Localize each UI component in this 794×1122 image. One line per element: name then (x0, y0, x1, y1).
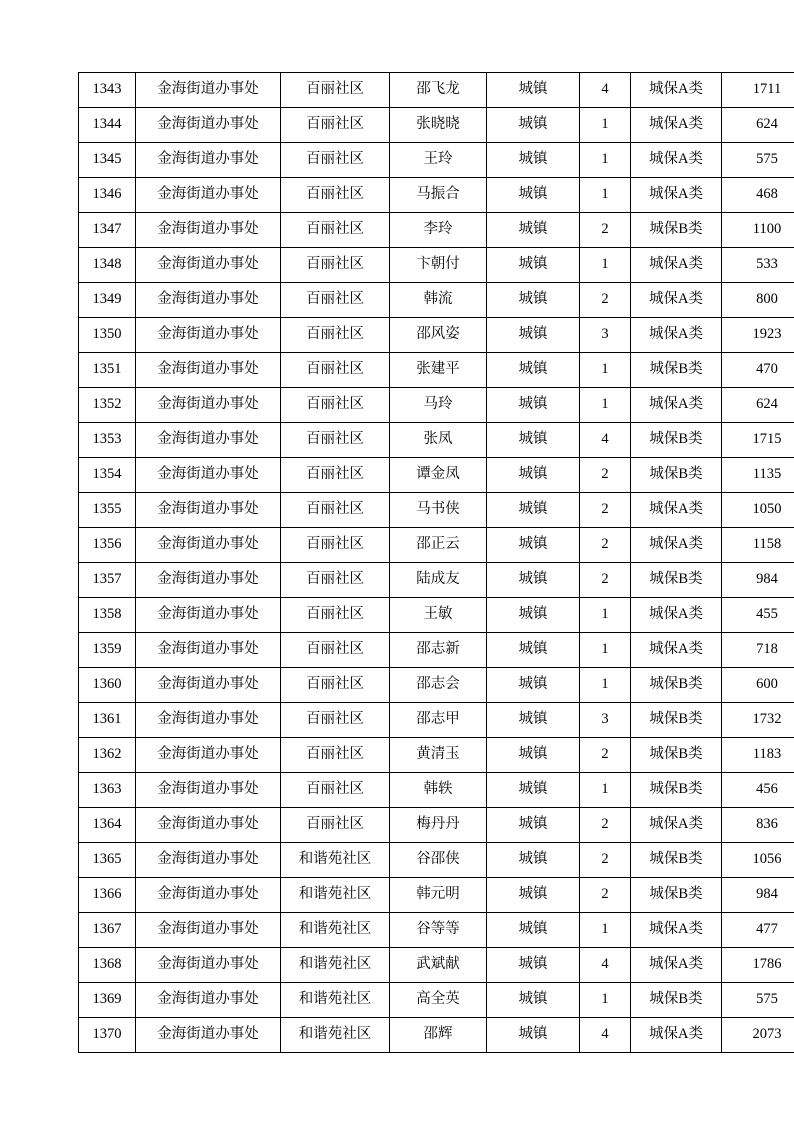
cell-amount: 1183 (722, 738, 794, 773)
cell-amount: 624 (722, 108, 794, 143)
cell-amount: 468 (722, 178, 794, 213)
cell-community: 百丽社区 (281, 493, 390, 528)
cell-count: 3 (580, 703, 631, 738)
cell-category: 城保A类 (631, 493, 722, 528)
cell-category: 城保B类 (631, 353, 722, 388)
cell-type: 城镇 (487, 668, 580, 703)
cell-name: 韩流 (390, 283, 487, 318)
cell-type: 城镇 (487, 73, 580, 108)
cell-type: 城镇 (487, 1018, 580, 1053)
table-row (79, 493, 794, 528)
cell-name: 韩元明 (390, 878, 487, 913)
cell-id: 1357 (79, 563, 136, 598)
cell-name: 谷等等 (390, 913, 487, 948)
cell-name: 邵志新 (390, 633, 487, 668)
cell-id: 1360 (79, 668, 136, 703)
cell-count: 1 (580, 668, 631, 703)
cell-category: 城保B类 (631, 213, 722, 248)
cell-amount: 477 (722, 913, 794, 948)
cell-category: 城保A类 (631, 1018, 722, 1053)
table-row (79, 598, 794, 633)
cell-type: 城镇 (487, 528, 580, 563)
cell-type: 城镇 (487, 598, 580, 633)
table-row (79, 738, 794, 773)
table-row (79, 563, 794, 598)
cell-id: 1353 (79, 423, 136, 458)
cell-name: 邵辉 (390, 1018, 487, 1053)
table-row (79, 983, 794, 1018)
cell-community: 百丽社区 (281, 213, 390, 248)
cell-amount: 1711 (722, 73, 794, 108)
cell-community: 百丽社区 (281, 738, 390, 773)
cell-name: 高全英 (390, 983, 487, 1018)
cell-amount: 836 (722, 808, 794, 843)
cell-category: 城保A类 (631, 528, 722, 563)
subsidy-recipients-table (78, 72, 794, 1053)
cell-id: 1343 (79, 73, 136, 108)
table-row (79, 143, 794, 178)
cell-id: 1344 (79, 108, 136, 143)
cell-category: 城保A类 (631, 948, 722, 983)
cell-office: 金海街道办事处 (136, 878, 281, 913)
cell-office: 金海街道办事处 (136, 1018, 281, 1053)
cell-community: 百丽社区 (281, 633, 390, 668)
cell-id: 1345 (79, 143, 136, 178)
cell-category: 城保A类 (631, 248, 722, 283)
cell-type: 城镇 (487, 948, 580, 983)
table-row (79, 458, 794, 493)
table-row (79, 178, 794, 213)
cell-name: 卞朝付 (390, 248, 487, 283)
table-row (79, 528, 794, 563)
cell-id: 1358 (79, 598, 136, 633)
cell-count: 2 (580, 808, 631, 843)
cell-community: 和谐苑社区 (281, 913, 390, 948)
cell-count: 2 (580, 878, 631, 913)
cell-count: 1 (580, 633, 631, 668)
cell-amount: 1100 (722, 213, 794, 248)
cell-amount: 1050 (722, 493, 794, 528)
table-row (79, 423, 794, 458)
cell-community: 和谐苑社区 (281, 948, 390, 983)
cell-id: 1367 (79, 913, 136, 948)
table-row (79, 318, 794, 353)
table-row (79, 1018, 794, 1053)
table-row (79, 703, 794, 738)
table-body (79, 73, 794, 1053)
cell-count: 1 (580, 388, 631, 423)
cell-name: 武斌献 (390, 948, 487, 983)
cell-type: 城镇 (487, 213, 580, 248)
table-row (79, 878, 794, 913)
cell-category: 城保B类 (631, 983, 722, 1018)
cell-id: 1362 (79, 738, 136, 773)
cell-community: 和谐苑社区 (281, 1018, 390, 1053)
cell-id: 1359 (79, 633, 136, 668)
cell-amount: 1715 (722, 423, 794, 458)
cell-type: 城镇 (487, 563, 580, 598)
cell-community: 和谐苑社区 (281, 878, 390, 913)
cell-id: 1361 (79, 703, 136, 738)
table-row (79, 283, 794, 318)
table-row (79, 213, 794, 248)
cell-office: 金海街道办事处 (136, 73, 281, 108)
cell-type: 城镇 (487, 983, 580, 1018)
cell-community: 百丽社区 (281, 668, 390, 703)
cell-office: 金海街道办事处 (136, 423, 281, 458)
cell-community: 百丽社区 (281, 388, 390, 423)
cell-category: 城保B类 (631, 703, 722, 738)
cell-office: 金海街道办事处 (136, 213, 281, 248)
cell-type: 城镇 (487, 738, 580, 773)
cell-id: 1347 (79, 213, 136, 248)
cell-count: 4 (580, 423, 631, 458)
cell-community: 百丽社区 (281, 283, 390, 318)
cell-amount: 984 (722, 878, 794, 913)
cell-category: 城保A类 (631, 913, 722, 948)
cell-name: 张晓晓 (390, 108, 487, 143)
cell-type: 城镇 (487, 773, 580, 808)
cell-type: 城镇 (487, 178, 580, 213)
table-row (79, 773, 794, 808)
cell-count: 2 (580, 213, 631, 248)
cell-name: 黄清玉 (390, 738, 487, 773)
table-row (79, 248, 794, 283)
cell-type: 城镇 (487, 353, 580, 388)
cell-office: 金海街道办事处 (136, 108, 281, 143)
cell-amount: 1732 (722, 703, 794, 738)
cell-id: 1368 (79, 948, 136, 983)
cell-office: 金海街道办事处 (136, 983, 281, 1018)
cell-amount: 1135 (722, 458, 794, 493)
cell-amount: 800 (722, 283, 794, 318)
cell-office: 金海街道办事处 (136, 283, 281, 318)
cell-amount: 1056 (722, 843, 794, 878)
cell-amount: 624 (722, 388, 794, 423)
cell-office: 金海街道办事处 (136, 528, 281, 563)
cell-count: 4 (580, 1018, 631, 1053)
cell-amount: 1923 (722, 318, 794, 353)
cell-office: 金海街道办事处 (136, 458, 281, 493)
cell-type: 城镇 (487, 703, 580, 738)
cell-category: 城保B类 (631, 563, 722, 598)
cell-office: 金海街道办事处 (136, 598, 281, 633)
cell-count: 1 (580, 178, 631, 213)
cell-office: 金海街道办事处 (136, 563, 281, 598)
cell-count: 2 (580, 493, 631, 528)
cell-category: 城保A类 (631, 178, 722, 213)
cell-community: 百丽社区 (281, 73, 390, 108)
cell-community: 百丽社区 (281, 143, 390, 178)
cell-office: 金海街道办事处 (136, 738, 281, 773)
cell-name: 李玲 (390, 213, 487, 248)
cell-name: 邵志甲 (390, 703, 487, 738)
cell-name: 邵志会 (390, 668, 487, 703)
cell-office: 金海街道办事处 (136, 353, 281, 388)
cell-count: 4 (580, 73, 631, 108)
cell-office: 金海街道办事处 (136, 843, 281, 878)
cell-amount: 1158 (722, 528, 794, 563)
cell-name: 张建平 (390, 353, 487, 388)
cell-name: 邵风姿 (390, 318, 487, 353)
cell-category: 城保B类 (631, 738, 722, 773)
cell-community: 百丽社区 (281, 808, 390, 843)
cell-id: 1350 (79, 318, 136, 353)
cell-count: 3 (580, 318, 631, 353)
cell-count: 1 (580, 353, 631, 388)
cell-name: 马振合 (390, 178, 487, 213)
cell-count: 2 (580, 563, 631, 598)
cell-amount: 984 (722, 563, 794, 598)
cell-type: 城镇 (487, 143, 580, 178)
cell-type: 城镇 (487, 493, 580, 528)
cell-type: 城镇 (487, 248, 580, 283)
table-row (79, 353, 794, 388)
cell-id: 1346 (79, 178, 136, 213)
cell-amount: 1786 (722, 948, 794, 983)
cell-name: 梅丹丹 (390, 808, 487, 843)
cell-office: 金海街道办事处 (136, 388, 281, 423)
cell-name: 王玲 (390, 143, 487, 178)
cell-category: 城保A类 (631, 598, 722, 633)
cell-community: 百丽社区 (281, 458, 390, 493)
cell-count: 1 (580, 108, 631, 143)
cell-type: 城镇 (487, 283, 580, 318)
cell-community: 百丽社区 (281, 563, 390, 598)
cell-community: 百丽社区 (281, 318, 390, 353)
cell-category: 城保A类 (631, 283, 722, 318)
cell-category: 城保A类 (631, 318, 722, 353)
cell-count: 1 (580, 598, 631, 633)
cell-category: 城保B类 (631, 773, 722, 808)
cell-office: 金海街道办事处 (136, 913, 281, 948)
cell-id: 1370 (79, 1018, 136, 1053)
cell-office: 金海街道办事处 (136, 633, 281, 668)
cell-id: 1351 (79, 353, 136, 388)
cell-name: 韩轶 (390, 773, 487, 808)
cell-id: 1354 (79, 458, 136, 493)
cell-count: 2 (580, 738, 631, 773)
table-row (79, 808, 794, 843)
cell-office: 金海街道办事处 (136, 178, 281, 213)
cell-type: 城镇 (487, 388, 580, 423)
cell-community: 百丽社区 (281, 248, 390, 283)
cell-id: 1356 (79, 528, 136, 563)
cell-type: 城镇 (487, 633, 580, 668)
cell-id: 1366 (79, 878, 136, 913)
cell-amount: 2073 (722, 1018, 794, 1053)
table-row (79, 633, 794, 668)
cell-id: 1352 (79, 388, 136, 423)
cell-type: 城镇 (487, 878, 580, 913)
cell-category: 城保B类 (631, 878, 722, 913)
cell-name: 陆成友 (390, 563, 487, 598)
cell-count: 2 (580, 843, 631, 878)
cell-amount: 575 (722, 143, 794, 178)
cell-office: 金海街道办事处 (136, 668, 281, 703)
cell-type: 城镇 (487, 913, 580, 948)
cell-name: 王敏 (390, 598, 487, 633)
cell-name: 谭金凤 (390, 458, 487, 493)
cell-amount: 456 (722, 773, 794, 808)
cell-id: 1348 (79, 248, 136, 283)
cell-office: 金海街道办事处 (136, 248, 281, 283)
cell-name: 谷邵侠 (390, 843, 487, 878)
cell-community: 百丽社区 (281, 703, 390, 738)
cell-category: 城保A类 (631, 73, 722, 108)
cell-office: 金海街道办事处 (136, 493, 281, 528)
cell-amount: 470 (722, 353, 794, 388)
cell-id: 1355 (79, 493, 136, 528)
table-row (79, 948, 794, 983)
cell-type: 城镇 (487, 423, 580, 458)
cell-category: 城保A类 (631, 388, 722, 423)
cell-name: 邵正云 (390, 528, 487, 563)
cell-community: 百丽社区 (281, 528, 390, 563)
cell-category: 城保A类 (631, 808, 722, 843)
table-row (79, 73, 794, 108)
cell-id: 1363 (79, 773, 136, 808)
cell-office: 金海街道办事处 (136, 808, 281, 843)
cell-office: 金海街道办事处 (136, 143, 281, 178)
table-row (79, 388, 794, 423)
cell-community: 百丽社区 (281, 423, 390, 458)
cell-category: 城保B类 (631, 423, 722, 458)
cell-community: 和谐苑社区 (281, 983, 390, 1018)
cell-type: 城镇 (487, 808, 580, 843)
cell-name: 张凤 (390, 423, 487, 458)
cell-amount: 455 (722, 598, 794, 633)
cell-type: 城镇 (487, 458, 580, 493)
cell-count: 1 (580, 913, 631, 948)
cell-id: 1369 (79, 983, 136, 1018)
cell-name: 马书侠 (390, 493, 487, 528)
cell-count: 1 (580, 773, 631, 808)
cell-count: 1 (580, 983, 631, 1018)
cell-count: 4 (580, 948, 631, 983)
cell-office: 金海街道办事处 (136, 948, 281, 983)
table-row (79, 108, 794, 143)
cell-type: 城镇 (487, 843, 580, 878)
cell-community: 百丽社区 (281, 598, 390, 633)
cell-office: 金海街道办事处 (136, 773, 281, 808)
cell-category: 城保B类 (631, 458, 722, 493)
cell-category: 城保B类 (631, 668, 722, 703)
cell-community: 和谐苑社区 (281, 843, 390, 878)
cell-community: 百丽社区 (281, 773, 390, 808)
cell-amount: 575 (722, 983, 794, 1018)
cell-office: 金海街道办事处 (136, 318, 281, 353)
cell-category: 城保A类 (631, 143, 722, 178)
cell-category: 城保A类 (631, 108, 722, 143)
cell-id: 1349 (79, 283, 136, 318)
cell-amount: 718 (722, 633, 794, 668)
cell-amount: 533 (722, 248, 794, 283)
cell-community: 百丽社区 (281, 178, 390, 213)
cell-category: 城保A类 (631, 633, 722, 668)
cell-type: 城镇 (487, 318, 580, 353)
cell-office: 金海街道办事处 (136, 703, 281, 738)
cell-count: 1 (580, 248, 631, 283)
cell-name: 邵飞龙 (390, 73, 487, 108)
cell-id: 1365 (79, 843, 136, 878)
cell-community: 百丽社区 (281, 108, 390, 143)
table-row (79, 668, 794, 703)
cell-category: 城保B类 (631, 843, 722, 878)
cell-count: 2 (580, 283, 631, 318)
cell-amount: 600 (722, 668, 794, 703)
cell-name: 马玲 (390, 388, 487, 423)
cell-id: 1364 (79, 808, 136, 843)
cell-count: 2 (580, 528, 631, 563)
table-row (79, 843, 794, 878)
cell-community: 百丽社区 (281, 353, 390, 388)
cell-count: 1 (580, 143, 631, 178)
cell-count: 2 (580, 458, 631, 493)
table-row (79, 913, 794, 948)
cell-type: 城镇 (487, 108, 580, 143)
